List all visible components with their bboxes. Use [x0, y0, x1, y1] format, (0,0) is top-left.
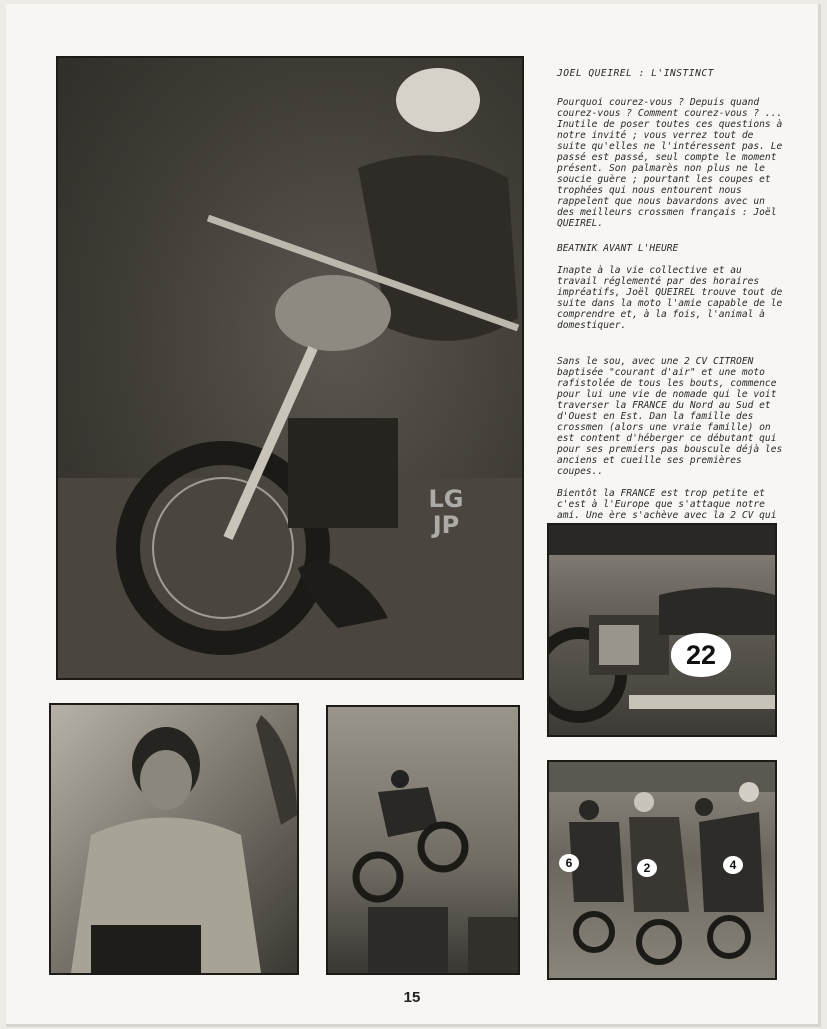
photo-bike-22	[547, 523, 777, 737]
article-column	[557, 68, 783, 532]
photo-rider-jumping	[326, 705, 520, 975]
bike-illustration	[549, 525, 775, 735]
rider-illustration	[58, 58, 522, 678]
number-plate-4: 4	[723, 856, 743, 874]
article-intro: Pourquoi courez-vous ? Depuis quand courez-vous ? Comment courez-vous ? ... Inutile de poser toutes ces questions à notre invité ; vous verrez tout de suite qu'elles ne l'intéressent pas. Le passé est passé, seul compte le moment présent. Son palmarès non plus ne le soucie guère ; pourtant les coupes et trophées qui nous entourent nous rappelent que nous bavardons avec un des meilleurs crossmen français : Joël QUEIREL.	[557, 97, 783, 229]
article-paragraph-2: Sans le sou, avec une 2 CV CITROEN baptisée "courant d'air" et une moto rafistolée de tous les bouts, commence pour lui une vie de nomade qui le voit traverser la FRANCE du Nord au Sud et d'Ouest en Est. Dan la famille des crossmen (alors une vraie famille) on est content d'héberger ce débutant qui pour ses premiers pas bouscule déjà les anciens et cueille ses premières coupes..	[557, 356, 783, 477]
article-paragraph-3: Bientôt la FRANCE est trop petite et c'est à l'Europe que s'attaque notre ami. Une ère s'achève avec la 2 CV qui	[557, 488, 777, 521]
magazine-page	[6, 4, 821, 1027]
number-plate-6: 6	[559, 854, 579, 872]
number-plate-22: 22	[671, 633, 731, 677]
photo-race-start	[547, 760, 777, 980]
article-paragraph-1: Inapte à la vie collective et au travail réglementé par des horaires impréatifs, Joël QUEIREL trouve tout de suite dans la moto l'amie capable de le comprendre et, à la fois, l'animal à domestiquer.	[557, 265, 783, 331]
rider-smoking-illustration	[51, 705, 297, 973]
photo-rider-smoking	[49, 703, 299, 975]
article-title: JOEL QUEIREL : L'INSTINCT	[557, 68, 714, 79]
watermark-logo: LG JP	[428, 485, 464, 539]
jump-illustration	[328, 707, 518, 973]
page-number: 15	[403, 989, 421, 1006]
main-photo-rider	[56, 56, 524, 680]
article-subtitle: BEATNIK AVANT L'HEURE	[557, 243, 679, 254]
number-plate-2: 2	[637, 859, 657, 877]
